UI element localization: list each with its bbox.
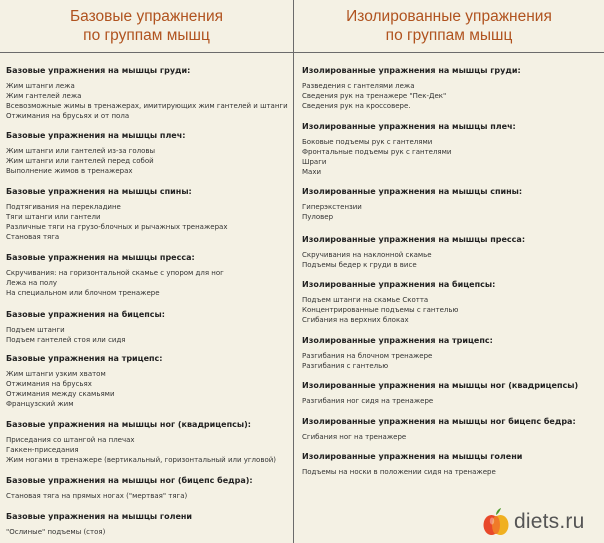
list-item: Отжимания на брусьях и от пола bbox=[6, 112, 130, 120]
section-title: Базовые упражнения на мышцы ног (бицепс бедра): bbox=[6, 476, 253, 485]
basic-section-triceps bbox=[6, 354, 290, 409]
list-item: На специальном или блочном тренажере bbox=[6, 289, 160, 297]
isolated-section-calves bbox=[302, 452, 602, 477]
section-title: Изолированные упражнения на мышцы ног (квадрицепсы) bbox=[302, 381, 579, 390]
basic-column-heading bbox=[0, 0, 293, 52]
isolated-column-heading bbox=[294, 0, 604, 52]
list-item: Махи bbox=[302, 168, 322, 176]
basic-section-biceps bbox=[6, 310, 290, 345]
list-item: Подъемы на носки в положении сидя на тренажере bbox=[302, 468, 496, 476]
isolated-section-quadriceps bbox=[302, 381, 602, 406]
list-item: Подтягивания на перекладине bbox=[6, 203, 121, 211]
table-header bbox=[0, 0, 604, 53]
isolated-section-abs bbox=[302, 235, 602, 270]
isolated-section-biceps bbox=[302, 280, 602, 325]
list-item: Шраги bbox=[302, 158, 327, 166]
section-title: Изолированные упражнения на мышцы спины: bbox=[302, 187, 523, 196]
basic-exercises-column bbox=[6, 53, 290, 543]
list-item: Сгибания на верхних блоках bbox=[302, 316, 409, 324]
section-title: Изолированные упражнения на мышцы ног бицепс бедра: bbox=[302, 417, 576, 426]
list-item: Жим ногами в тренажере (вертикальный, горизонтальный или угловой) bbox=[6, 456, 277, 464]
section-title: Изолированные упражнения на бицепсы: bbox=[302, 280, 496, 289]
list-item: Подъем гантелей стоя или сидя bbox=[6, 336, 126, 344]
isolated-section-triceps bbox=[302, 336, 602, 371]
list-item: Скручивания на наклонной скамье bbox=[302, 251, 432, 259]
list-item: Пуловер bbox=[302, 213, 334, 221]
list-item: Подъем штанги на скамье Скотта bbox=[302, 296, 429, 304]
section-title: Базовые упражнения на мышцы плеч: bbox=[6, 131, 186, 140]
basic-section-chest bbox=[6, 66, 290, 121]
list-item: Жим штанги узким хватом bbox=[6, 370, 106, 378]
list-item: "Ослиные" подъемы (стоя) bbox=[6, 528, 106, 536]
list-item: Жим штанги или гантелей из-за головы bbox=[6, 147, 156, 155]
list-item: Подъем штанги bbox=[6, 326, 65, 334]
list-item: Разгибания с гантелью bbox=[302, 362, 389, 370]
list-item: Концентрированные подъемы с гантелью bbox=[302, 306, 459, 314]
list-item: Разведения с гантелями лежа bbox=[302, 82, 415, 90]
list-item: Отжимания на брусьях bbox=[6, 380, 92, 388]
list-item: Боковые подъемы рук с гантелями bbox=[302, 138, 433, 146]
list-item: Французский жим bbox=[6, 400, 74, 408]
list-item: Лежа на полу bbox=[6, 279, 57, 287]
list-item: Приседания со штангой на плечах bbox=[6, 436, 135, 444]
list-item: Скручивания: на горизонтальной скамье с упором для ног bbox=[6, 269, 224, 277]
basic-heading-line1: Базовые упражнения bbox=[69, 8, 224, 25]
list-item: Жим штанги или гантелей перед собой bbox=[6, 157, 154, 165]
isolated-heading-line1: Изолированные упражнения bbox=[346, 8, 552, 25]
list-item: Гаккен-приседания bbox=[6, 446, 79, 454]
basic-section-shoulders bbox=[6, 131, 290, 176]
list-item: Выполнение жимов в тренажерах bbox=[6, 167, 133, 175]
isolated-heading-line2: по группам мышц bbox=[385, 27, 513, 44]
list-item: Становая тяга bbox=[6, 233, 60, 241]
apple-icon bbox=[480, 506, 512, 538]
section-title: Изолированные упражнения на мышцы груди: bbox=[302, 66, 521, 75]
section-title: Базовые упражнения на бицепсы: bbox=[6, 310, 165, 319]
column-divider bbox=[293, 0, 294, 543]
list-item: Подъемы бедер к груди в висе bbox=[302, 261, 417, 269]
section-title: Изолированные упражнения на мышцы плеч: bbox=[302, 122, 516, 131]
section-title: Базовые упражнения на мышцы спины: bbox=[6, 187, 192, 196]
section-title: Изолированные упражнения на мышцы голени bbox=[302, 452, 523, 461]
isolated-section-shoulders bbox=[302, 122, 602, 177]
list-item: Разгибания на блочном тренажере bbox=[302, 352, 433, 360]
list-item: Фронтальные подъемы рук с гантелями bbox=[302, 148, 452, 156]
section-title: Базовые упражнения на мышцы пресса: bbox=[6, 253, 195, 262]
list-item: Жим гантелей лежа bbox=[6, 92, 82, 100]
basic-section-quadriceps bbox=[6, 420, 290, 465]
basic-heading-line2: по группам мышц bbox=[83, 27, 210, 44]
list-item: Сведения рук на кроссовере. bbox=[302, 102, 411, 110]
isolated-section-back bbox=[302, 187, 602, 222]
basic-section-calves bbox=[6, 512, 290, 537]
list-item: Сгибания ног на тренажере bbox=[302, 433, 407, 441]
section-title: Изолированные упражнения на трицепс: bbox=[302, 336, 493, 345]
diets-watermark bbox=[480, 505, 600, 539]
isolated-exercises-column bbox=[302, 53, 602, 543]
section-title: Изолированные упражнения на мышцы пресса: bbox=[302, 235, 526, 244]
list-item: Отжимания между скамьями bbox=[6, 390, 115, 398]
section-title: Базовые упражнения на мышцы голени bbox=[6, 512, 193, 521]
list-item: Гиперэкстензии bbox=[302, 203, 362, 211]
isolated-section-hamstrings bbox=[302, 417, 602, 442]
basic-section-back bbox=[6, 187, 290, 242]
basic-section-abs bbox=[6, 253, 290, 298]
section-title: Базовые упражнения на мышцы груди: bbox=[6, 66, 191, 75]
section-title: Базовые упражнения на мышцы ног (квадрицепсы): bbox=[6, 420, 251, 429]
list-item: Сведения рук на тренажере "Пек-Дек" bbox=[302, 92, 447, 100]
list-item: Жим штанги лежа bbox=[6, 82, 75, 90]
list-item: Различные тяги на грузо-блочных и рычажных тренажерах bbox=[6, 223, 228, 231]
list-item: Всевозможные жимы в тренажерах, имитирующих жим гантелей и штанги bbox=[6, 102, 288, 110]
list-item: Разгибания ног сидя на тренажере bbox=[302, 397, 434, 405]
basic-section-hamstrings bbox=[6, 476, 290, 501]
isolated-section-chest bbox=[302, 66, 602, 111]
list-item: Тяги штанги или гантели bbox=[6, 213, 101, 221]
list-item: Становая тяга на прямых ногах ("мертвая" тяга) bbox=[6, 492, 188, 500]
section-title: Базовые упражнения на трицепс: bbox=[6, 354, 163, 363]
watermark-text: diets.ru bbox=[514, 510, 585, 533]
